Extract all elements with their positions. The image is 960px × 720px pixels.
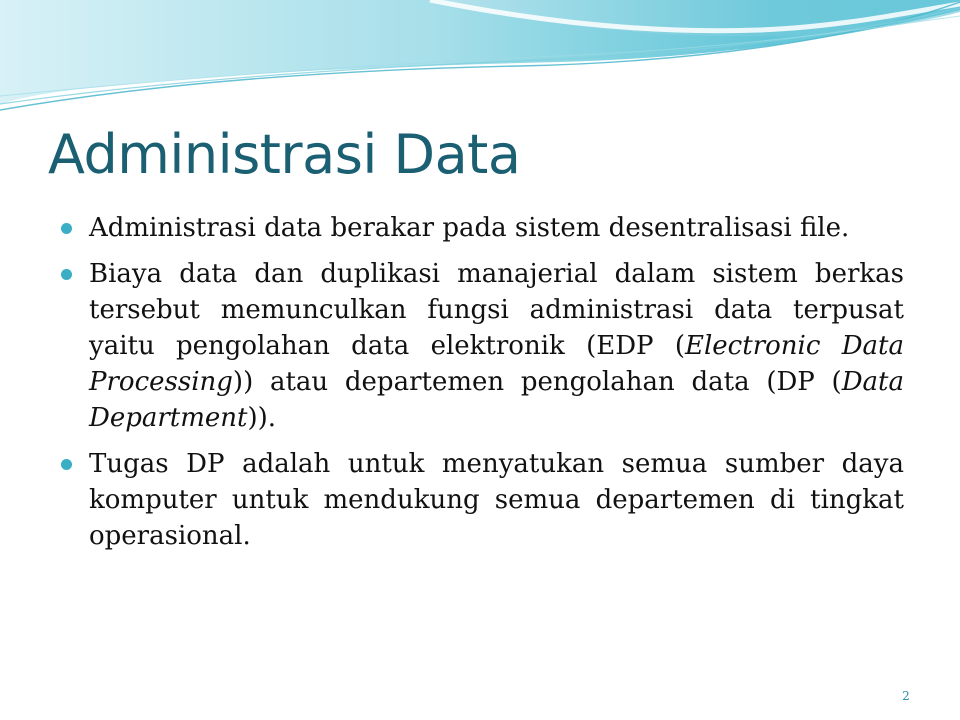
bullet-text: Biaya data dan duplikasi manajerial dalam sistem berkas tersebut memunculkan fungsi administrasi data terpusat yaitu pengolahan data elektronik (EDP ( xyxy=(89,259,904,361)
bullet-text: )) atau departemen pengolahan data (DP ( xyxy=(232,367,842,397)
header-wave-decoration xyxy=(0,0,960,120)
bullet-item xyxy=(60,446,904,554)
bullet-dot-icon xyxy=(61,223,72,234)
bullet-item xyxy=(60,256,904,436)
bullet-dot-icon xyxy=(61,459,72,470)
bullet-dot-icon xyxy=(61,269,72,280)
bullet-text: Tugas DP adalah untuk menyatukan semua sumber daya komputer untuk mendukung semua departemen di tingkat operasional. xyxy=(89,449,904,551)
bullet-text: Administrasi data berakar pada sistem desentralisasi file. xyxy=(89,213,850,243)
slide-title: Administrasi Data xyxy=(48,123,521,186)
page-number: 2 xyxy=(902,689,910,703)
bullet-text-italic: Data Department xyxy=(89,367,904,433)
bullet-list xyxy=(60,210,904,564)
bullet-text: )). xyxy=(247,403,277,433)
bullet-item xyxy=(60,210,904,246)
bullet-text-italic: Electronic Data Processing xyxy=(89,331,904,397)
